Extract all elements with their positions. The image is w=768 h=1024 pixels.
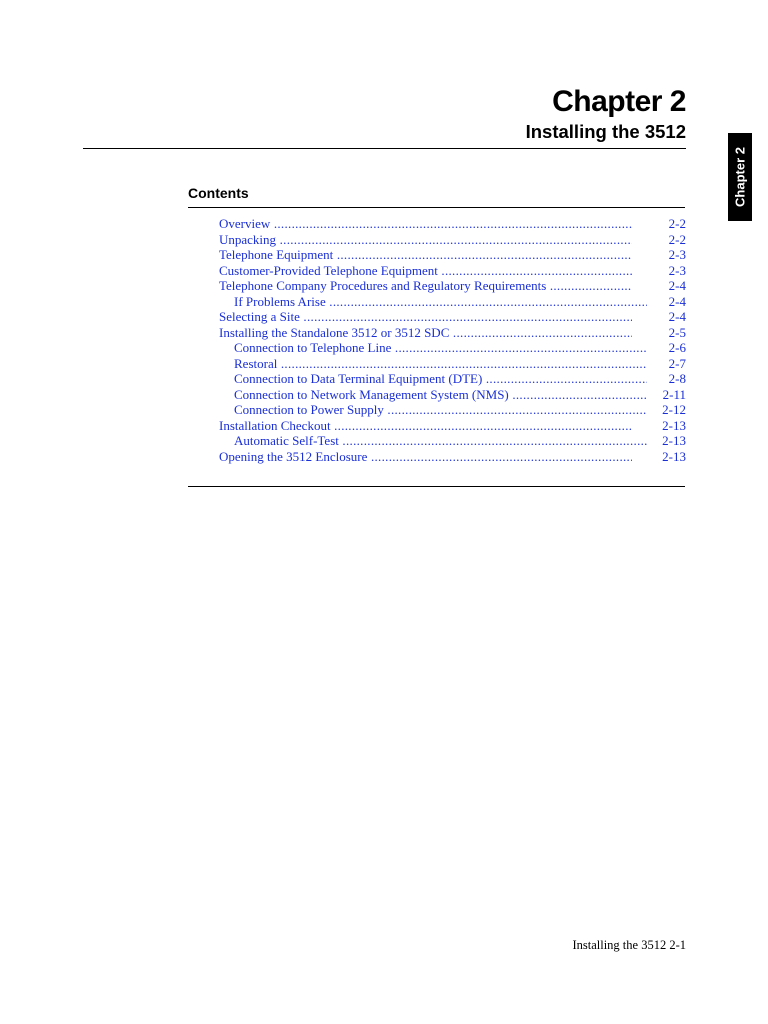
toc-entry[interactable] [219,340,686,356]
toc-entry-page[interactable]: 2-8 [668,371,686,386]
chapter-side-tab [728,133,752,221]
toc-entry-title[interactable]: Connection to Network Management System (NMS) ..... [219,387,647,403]
toc-entry-title[interactable]: Overview ..... [219,216,632,232]
toc-entry[interactable] [219,418,686,434]
toc-entry[interactable] [219,263,686,279]
toc-entry-title[interactable]: Installing the Standalone 3512 or 3512 SDC ..... [219,325,632,341]
toc-entry-page[interactable]: 2-3 [668,247,686,262]
toc-entry-title[interactable]: If Problems Arise ..... [219,294,647,310]
toc-entry-title[interactable]: Unpacking ..... [219,232,632,248]
contents-bottom-divider [188,486,685,487]
toc-entry[interactable] [219,371,686,387]
toc-entry[interactable] [219,294,686,310]
toc-entry-title[interactable]: Telephone Company Procedures and Regulatory Requirements ..... [219,278,632,294]
toc-entry-page[interactable]: 2-2 [668,216,686,231]
toc-entry[interactable] [219,216,686,232]
toc-entry-page[interactable]: 2-13 [662,433,686,448]
toc-entry[interactable] [219,232,686,248]
toc-entry[interactable] [219,449,686,465]
toc-entry-page[interactable]: 2-2 [668,231,686,247]
toc-entry[interactable] [219,278,686,294]
toc-entry-title[interactable]: Installation Checkout ..... [219,418,632,434]
toc-entry-title[interactable]: Opening the 3512 Enclosure ..... [219,449,632,465]
toc-entry-title[interactable]: Connection to Data Terminal Equipment (DTE) ..... [219,371,647,387]
toc-entry-title[interactable]: Selecting a Site ..... [219,309,632,325]
contents-heading: Contents [188,185,249,201]
chapter-side-tab-label: Chapter 2 [732,147,748,207]
toc-entry-page[interactable]: 2-13 [662,448,686,464]
toc-entry-title[interactable]: Customer-Provided Telephone Equipment ..... [219,263,632,279]
toc-entry[interactable] [219,402,686,418]
toc-entry-page[interactable]: 2-4 [668,309,686,324]
toc-entry-page[interactable]: 2-6 [668,340,686,355]
toc-entry-title[interactable]: Automatic Self-Test ..... [219,433,647,449]
toc-entry-page[interactable]: 2-4 [668,293,686,309]
toc-entry[interactable] [219,325,686,341]
toc-entry-page[interactable]: 2-7 [668,355,686,371]
chapter-subtitle: Installing the 3512 [525,121,686,142]
toc-entry[interactable] [219,433,686,449]
contents-divider [188,207,685,208]
toc-entry-page[interactable]: 2-5 [668,324,686,340]
toc-entry-title[interactable]: Restoral ..... [219,356,647,372]
header-divider [83,148,686,149]
toc-entry-title[interactable]: Telephone Equipment ..... [219,247,632,263]
toc-entry[interactable] [219,309,686,325]
table-of-contents [219,216,686,464]
toc-entry-title[interactable]: Connection to Telephone Line ..... [219,340,647,356]
toc-entry-page[interactable]: 2-11 [662,386,686,402]
toc-entry-page[interactable]: 2-13 [662,417,686,433]
toc-entry-page[interactable]: 2-3 [668,262,686,278]
toc-entry[interactable] [219,387,686,403]
toc-entry-page[interactable]: 2-12 [662,402,686,417]
page-footer: Installing the 3512 2-1 [572,938,686,952]
toc-entry[interactable] [219,356,686,372]
toc-entry-page[interactable]: 2-4 [668,278,686,293]
toc-entry-title[interactable]: Connection to Power Supply ..... [219,402,647,418]
toc-entry[interactable] [219,247,686,263]
chapter-heading: Chapter 2 [552,85,686,118]
